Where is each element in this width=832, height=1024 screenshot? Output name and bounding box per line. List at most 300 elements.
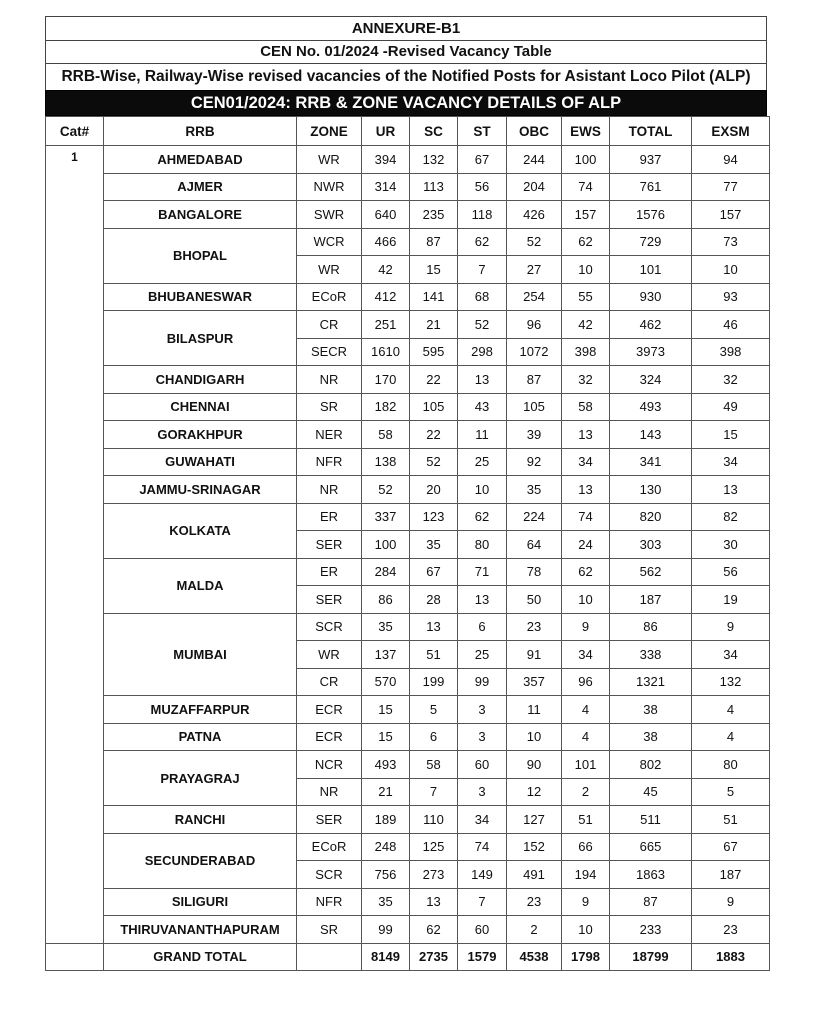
total-cell: 3973 <box>610 338 692 366</box>
st-cell: 10 <box>458 476 507 504</box>
ews-cell: 62 <box>562 558 610 586</box>
obc-cell: 491 <box>507 861 562 889</box>
obc-cell: 244 <box>507 146 562 174</box>
rrb-cell: BHUBANESWAR <box>104 283 297 311</box>
rrb-cell: KOLKATA <box>104 503 297 558</box>
sc-cell: 5 <box>410 696 458 724</box>
obc-cell: 204 <box>507 173 562 201</box>
ur-cell: 100 <box>362 531 410 559</box>
st-cell: 6 <box>458 613 507 641</box>
document-subtitle: RRB-Wise, Railway-Wise revised vacancies of the Notified Posts for Asistant Loco Pilot (ALP) <box>45 63 767 90</box>
st-cell: 3 <box>458 778 507 806</box>
total-cell: 303 <box>610 531 692 559</box>
ews-cell: 398 <box>562 338 610 366</box>
ur-cell: 394 <box>362 146 410 174</box>
total-cell: 101 <box>610 256 692 284</box>
obc-cell: 11 <box>507 696 562 724</box>
zone-cell: SER <box>297 531 362 559</box>
total-cell: 341 <box>610 448 692 476</box>
total-cell: 820 <box>610 503 692 531</box>
zone-cell: NCR <box>297 751 362 779</box>
total-cell: 937 <box>610 146 692 174</box>
ur-cell: 35 <box>362 888 410 916</box>
total-cell: 1863 <box>610 861 692 889</box>
column-header-st: ST <box>458 117 507 146</box>
exsm-cell: 56 <box>692 558 770 586</box>
ews-cell: 13 <box>562 421 610 449</box>
total-cell: 87 <box>610 888 692 916</box>
ews-cell: 157 <box>562 201 610 229</box>
zone-cell: SR <box>297 916 362 944</box>
ews-cell: 32 <box>562 366 610 394</box>
exsm-cell: 19 <box>692 586 770 614</box>
st-cell: 7 <box>458 888 507 916</box>
st-cell: 56 <box>458 173 507 201</box>
total-cell: 802 <box>610 751 692 779</box>
ews-cell: 10 <box>562 586 610 614</box>
ur-cell: 52 <box>362 476 410 504</box>
zone-cell: ER <box>297 558 362 586</box>
sc-cell: 52 <box>410 448 458 476</box>
st-cell: 13 <box>458 586 507 614</box>
ur-cell: 248 <box>362 833 410 861</box>
st-cell: 99 <box>458 668 507 696</box>
total-cell: 729 <box>610 228 692 256</box>
grand-total-row <box>46 943 770 971</box>
zone-cell: NR <box>297 366 362 394</box>
table-row <box>46 311 770 339</box>
st-cell: 52 <box>458 311 507 339</box>
table-row <box>46 888 770 916</box>
rrb-cell: RANCHI <box>104 806 297 834</box>
sc-cell: 20 <box>410 476 458 504</box>
rrb-cell: BHOPAL <box>104 228 297 283</box>
exsm-cell: 187 <box>692 861 770 889</box>
ur-cell: 15 <box>362 696 410 724</box>
ur-cell: 86 <box>362 586 410 614</box>
annexure-title: ANNEXURE-B1 <box>45 16 767 40</box>
rrb-cell: JAMMU-SRINAGAR <box>104 476 297 504</box>
ur-cell: 1610 <box>362 338 410 366</box>
ur-cell: 284 <box>362 558 410 586</box>
zone-cell: NWR <box>297 173 362 201</box>
ur-cell: 337 <box>362 503 410 531</box>
exsm-cell: 15 <box>692 421 770 449</box>
obc-cell: 357 <box>507 668 562 696</box>
ews-cell: 55 <box>562 283 610 311</box>
zone-cell: NFR <box>297 888 362 916</box>
exsm-cell: 30 <box>692 531 770 559</box>
ews-cell: 96 <box>562 668 610 696</box>
ews-cell: 194 <box>562 861 610 889</box>
total-cell: 338 <box>610 641 692 669</box>
ur-cell: 314 <box>362 173 410 201</box>
zone-cell: ECoR <box>297 283 362 311</box>
st-cell: 11 <box>458 421 507 449</box>
obc-cell: 78 <box>507 558 562 586</box>
zone-cell: SER <box>297 806 362 834</box>
ews-cell: 100 <box>562 146 610 174</box>
ews-cell: 4 <box>562 723 610 751</box>
st-cell: 25 <box>458 448 507 476</box>
zone-cell: ECR <box>297 696 362 724</box>
ur-cell: 182 <box>362 393 410 421</box>
zone-cell: SWR <box>297 201 362 229</box>
ews-cell: 58 <box>562 393 610 421</box>
st-cell: 62 <box>458 228 507 256</box>
sc-cell: 62 <box>410 916 458 944</box>
grand-total-zone-cell <box>297 943 362 971</box>
table-header-row <box>46 117 770 146</box>
st-cell: 74 <box>458 833 507 861</box>
total-cell: 233 <box>610 916 692 944</box>
exsm-cell: 34 <box>692 448 770 476</box>
grand-total-label: GRAND TOTAL <box>104 943 297 971</box>
table-row <box>46 696 770 724</box>
vacancy-document <box>45 16 767 971</box>
column-header-sc: SC <box>410 117 458 146</box>
sc-cell: 13 <box>410 613 458 641</box>
total-cell: 45 <box>610 778 692 806</box>
obc-cell: 52 <box>507 228 562 256</box>
ews-cell: 24 <box>562 531 610 559</box>
sc-cell: 67 <box>410 558 458 586</box>
obc-cell: 92 <box>507 448 562 476</box>
rrb-cell: PRAYAGRAJ <box>104 751 297 806</box>
rrb-cell: THIRUVANANTHAPURAM <box>104 916 297 944</box>
st-cell: 68 <box>458 283 507 311</box>
column-header-zone: ZONE <box>297 117 362 146</box>
table-row <box>46 146 770 174</box>
ur-cell: 42 <box>362 256 410 284</box>
sc-cell: 199 <box>410 668 458 696</box>
ur-cell: 493 <box>362 751 410 779</box>
st-cell: 3 <box>458 696 507 724</box>
zone-cell: SECR <box>297 338 362 366</box>
table-row <box>46 283 770 311</box>
rrb-cell: SECUNDERABAD <box>104 833 297 888</box>
ur-cell: 137 <box>362 641 410 669</box>
st-cell: 298 <box>458 338 507 366</box>
obc-cell: 152 <box>507 833 562 861</box>
column-header-ews: EWS <box>562 117 610 146</box>
obc-cell: 224 <box>507 503 562 531</box>
zone-cell: WR <box>297 256 362 284</box>
ews-cell: 62 <box>562 228 610 256</box>
grand-total-ur: 8149 <box>362 943 410 971</box>
sc-cell: 51 <box>410 641 458 669</box>
rrb-cell: MUZAFFARPUR <box>104 696 297 724</box>
st-cell: 3 <box>458 723 507 751</box>
sc-cell: 595 <box>410 338 458 366</box>
exsm-cell: 9 <box>692 888 770 916</box>
ews-cell: 66 <box>562 833 610 861</box>
sc-cell: 21 <box>410 311 458 339</box>
rrb-cell: GORAKHPUR <box>104 421 297 449</box>
total-cell: 930 <box>610 283 692 311</box>
sc-cell: 13 <box>410 888 458 916</box>
sc-cell: 113 <box>410 173 458 201</box>
total-cell: 562 <box>610 558 692 586</box>
zone-cell: WR <box>297 146 362 174</box>
exsm-cell: 67 <box>692 833 770 861</box>
exsm-cell: 93 <box>692 283 770 311</box>
st-cell: 60 <box>458 751 507 779</box>
zone-cell: NR <box>297 778 362 806</box>
ur-cell: 21 <box>362 778 410 806</box>
table-row <box>46 723 770 751</box>
exsm-cell: 4 <box>692 696 770 724</box>
exsm-cell: 82 <box>692 503 770 531</box>
sc-cell: 235 <box>410 201 458 229</box>
ur-cell: 138 <box>362 448 410 476</box>
grand-total-ews: 1798 <box>562 943 610 971</box>
table-row <box>46 448 770 476</box>
ews-cell: 9 <box>562 888 610 916</box>
exsm-cell: 32 <box>692 366 770 394</box>
ews-cell: 2 <box>562 778 610 806</box>
total-cell: 130 <box>610 476 692 504</box>
vacancy-table <box>45 116 770 971</box>
obc-cell: 426 <box>507 201 562 229</box>
zone-cell: SR <box>297 393 362 421</box>
rrb-cell: AJMER <box>104 173 297 201</box>
obc-cell: 1072 <box>507 338 562 366</box>
column-header-total: TOTAL <box>610 117 692 146</box>
table-row <box>46 393 770 421</box>
rrb-cell: BILASPUR <box>104 311 297 366</box>
ur-cell: 640 <box>362 201 410 229</box>
total-cell: 86 <box>610 613 692 641</box>
ur-cell: 15 <box>362 723 410 751</box>
exsm-cell: 73 <box>692 228 770 256</box>
exsm-cell: 49 <box>692 393 770 421</box>
sc-cell: 125 <box>410 833 458 861</box>
st-cell: 34 <box>458 806 507 834</box>
ur-cell: 35 <box>362 613 410 641</box>
rrb-cell: GUWAHATI <box>104 448 297 476</box>
column-header-ur: UR <box>362 117 410 146</box>
section-band: CEN01/2024: RRB & ZONE VACANCY DETAILS OF ALP <box>45 90 767 116</box>
table-row <box>46 366 770 394</box>
table-row <box>46 916 770 944</box>
st-cell: 25 <box>458 641 507 669</box>
st-cell: 67 <box>458 146 507 174</box>
exsm-cell: 46 <box>692 311 770 339</box>
obc-cell: 27 <box>507 256 562 284</box>
ur-cell: 412 <box>362 283 410 311</box>
obc-cell: 35 <box>507 476 562 504</box>
st-cell: 43 <box>458 393 507 421</box>
ews-cell: 9 <box>562 613 610 641</box>
column-header-obc: OBC <box>507 117 562 146</box>
ews-cell: 4 <box>562 696 610 724</box>
zone-cell: WR <box>297 641 362 669</box>
sc-cell: 7 <box>410 778 458 806</box>
grand-total-sc: 2735 <box>410 943 458 971</box>
ur-cell: 58 <box>362 421 410 449</box>
column-header-rrb: RRB <box>104 117 297 146</box>
exsm-cell: 23 <box>692 916 770 944</box>
zone-cell: ECR <box>297 723 362 751</box>
zone-cell: NFR <box>297 448 362 476</box>
st-cell: 80 <box>458 531 507 559</box>
table-row <box>46 751 770 779</box>
sc-cell: 105 <box>410 393 458 421</box>
table-body <box>46 146 770 971</box>
st-cell: 149 <box>458 861 507 889</box>
obc-cell: 105 <box>507 393 562 421</box>
table-row <box>46 613 770 641</box>
sc-cell: 87 <box>410 228 458 256</box>
rrb-cell: SILIGURI <box>104 888 297 916</box>
total-cell: 143 <box>610 421 692 449</box>
total-cell: 187 <box>610 586 692 614</box>
obc-cell: 12 <box>507 778 562 806</box>
obc-cell: 23 <box>507 613 562 641</box>
column-header-exsm: EXSM <box>692 117 770 146</box>
total-cell: 462 <box>610 311 692 339</box>
sc-cell: 132 <box>410 146 458 174</box>
column-header-cat: Cat# <box>46 117 104 146</box>
sc-cell: 58 <box>410 751 458 779</box>
zone-cell: SCR <box>297 613 362 641</box>
category-cell: 1 <box>46 146 104 944</box>
obc-cell: 91 <box>507 641 562 669</box>
exsm-cell: 157 <box>692 201 770 229</box>
total-cell: 493 <box>610 393 692 421</box>
st-cell: 118 <box>458 201 507 229</box>
sc-cell: 123 <box>410 503 458 531</box>
ews-cell: 74 <box>562 173 610 201</box>
table-row <box>46 476 770 504</box>
total-cell: 38 <box>610 696 692 724</box>
sc-cell: 28 <box>410 586 458 614</box>
sc-cell: 22 <box>410 366 458 394</box>
table-row <box>46 558 770 586</box>
ews-cell: 51 <box>562 806 610 834</box>
ur-cell: 570 <box>362 668 410 696</box>
ews-cell: 74 <box>562 503 610 531</box>
st-cell: 7 <box>458 256 507 284</box>
ur-cell: 170 <box>362 366 410 394</box>
ews-cell: 34 <box>562 641 610 669</box>
zone-cell: NR <box>297 476 362 504</box>
obc-cell: 50 <box>507 586 562 614</box>
total-cell: 761 <box>610 173 692 201</box>
ur-cell: 251 <box>362 311 410 339</box>
total-cell: 324 <box>610 366 692 394</box>
ews-cell: 10 <box>562 916 610 944</box>
table-row <box>46 173 770 201</box>
sc-cell: 15 <box>410 256 458 284</box>
obc-cell: 90 <box>507 751 562 779</box>
sc-cell: 6 <box>410 723 458 751</box>
sc-cell: 110 <box>410 806 458 834</box>
ews-cell: 101 <box>562 751 610 779</box>
grand-total-obc: 4538 <box>507 943 562 971</box>
rrb-cell: BANGALORE <box>104 201 297 229</box>
obc-cell: 254 <box>507 283 562 311</box>
rrb-cell: AHMEDABAD <box>104 146 297 174</box>
obc-cell: 96 <box>507 311 562 339</box>
rrb-cell: CHENNAI <box>104 393 297 421</box>
exsm-cell: 34 <box>692 641 770 669</box>
cen-title: CEN No. 01/2024 -Revised Vacancy Table <box>45 40 767 63</box>
zone-cell: CR <box>297 311 362 339</box>
total-cell: 1321 <box>610 668 692 696</box>
table-row <box>46 228 770 256</box>
zone-cell: ER <box>297 503 362 531</box>
exsm-cell: 13 <box>692 476 770 504</box>
ur-cell: 99 <box>362 916 410 944</box>
obc-cell: 10 <box>507 723 562 751</box>
grand-total-cat-cell <box>46 943 104 971</box>
total-cell: 38 <box>610 723 692 751</box>
zone-cell: ECoR <box>297 833 362 861</box>
zone-cell: NER <box>297 421 362 449</box>
table-row <box>46 421 770 449</box>
exsm-cell: 132 <box>692 668 770 696</box>
exsm-cell: 5 <box>692 778 770 806</box>
exsm-cell: 94 <box>692 146 770 174</box>
zone-cell: SCR <box>297 861 362 889</box>
rrb-cell: PATNA <box>104 723 297 751</box>
ews-cell: 13 <box>562 476 610 504</box>
ur-cell: 189 <box>362 806 410 834</box>
sc-cell: 273 <box>410 861 458 889</box>
obc-cell: 64 <box>507 531 562 559</box>
exsm-cell: 398 <box>692 338 770 366</box>
total-cell: 1576 <box>610 201 692 229</box>
ur-cell: 756 <box>362 861 410 889</box>
obc-cell: 2 <box>507 916 562 944</box>
st-cell: 60 <box>458 916 507 944</box>
exsm-cell: 9 <box>692 613 770 641</box>
obc-cell: 127 <box>507 806 562 834</box>
exsm-cell: 80 <box>692 751 770 779</box>
exsm-cell: 51 <box>692 806 770 834</box>
grand-total-st: 1579 <box>458 943 507 971</box>
ur-cell: 466 <box>362 228 410 256</box>
st-cell: 71 <box>458 558 507 586</box>
table-row <box>46 833 770 861</box>
exsm-cell: 77 <box>692 173 770 201</box>
rrb-cell: MUMBAI <box>104 613 297 696</box>
exsm-cell: 4 <box>692 723 770 751</box>
rrb-cell: CHANDIGARH <box>104 366 297 394</box>
grand-total-exsm: 1883 <box>692 943 770 971</box>
st-cell: 62 <box>458 503 507 531</box>
ews-cell: 42 <box>562 311 610 339</box>
table-row <box>46 201 770 229</box>
table-row <box>46 806 770 834</box>
obc-cell: 87 <box>507 366 562 394</box>
zone-cell: SER <box>297 586 362 614</box>
obc-cell: 23 <box>507 888 562 916</box>
zone-cell: CR <box>297 668 362 696</box>
total-cell: 511 <box>610 806 692 834</box>
sc-cell: 22 <box>410 421 458 449</box>
sc-cell: 141 <box>410 283 458 311</box>
rrb-cell: MALDA <box>104 558 297 613</box>
exsm-cell: 10 <box>692 256 770 284</box>
zone-cell: WCR <box>297 228 362 256</box>
ews-cell: 10 <box>562 256 610 284</box>
obc-cell: 39 <box>507 421 562 449</box>
sc-cell: 35 <box>410 531 458 559</box>
grand-total-total: 18799 <box>610 943 692 971</box>
